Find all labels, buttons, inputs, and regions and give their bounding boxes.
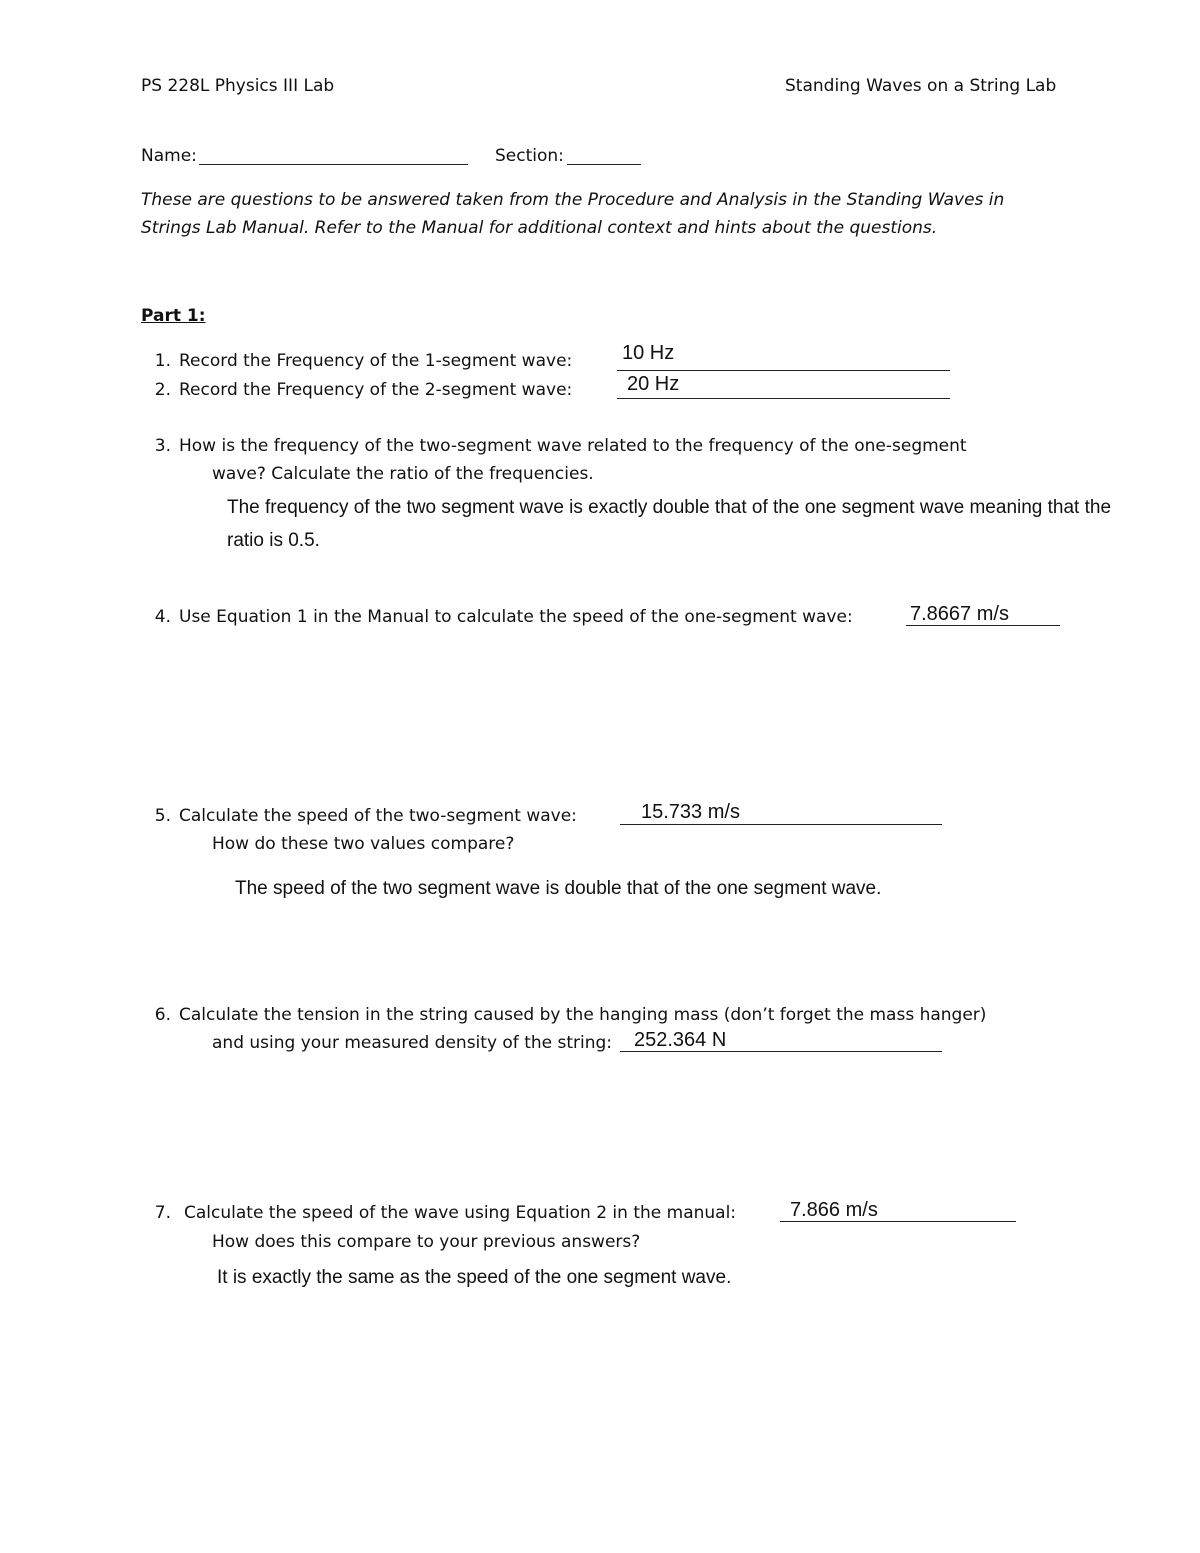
- answer-7: 7.866 m/s: [790, 1199, 878, 1221]
- question-1: [141, 350, 572, 372]
- answer-5-comparison: The speed of the two segment wave is double that of the one segment wave.: [235, 878, 882, 899]
- answer-line-2[interactable]: [617, 398, 950, 399]
- question-3-line-2: wave? Calculate the ratio of the frequencies.: [212, 464, 594, 484]
- question-text: Record the Frequency of the 1-segment wave:: [179, 351, 573, 371]
- question-number: 3.: [154, 436, 171, 456]
- answer-line-1[interactable]: [617, 370, 950, 371]
- answer-5: 15.733 m/s: [641, 801, 740, 823]
- answer-3-line-2: ratio is 0.5.: [227, 530, 320, 551]
- question-number: 4.: [154, 607, 171, 627]
- answer-6: 252.364 N: [634, 1029, 727, 1051]
- question-5-line-2: How do these two values compare?: [212, 834, 515, 854]
- answer-2: 20 Hz: [627, 373, 680, 395]
- question-text: Use Equation 1 in the Manual to calculate the speed of the one-segment wave:: [179, 607, 853, 627]
- question-6: [141, 1004, 986, 1026]
- section-label: Section:: [495, 146, 564, 166]
- part-1-heading: Part 1:: [141, 306, 206, 326]
- name-label: Name:: [141, 146, 197, 166]
- header-lab-title: Standing Waves on a String Lab: [785, 76, 1057, 96]
- question-text: Calculate the tension in the string caused by the hanging mass (don’t forget the mass hanger): [179, 1005, 987, 1025]
- question-number: 6.: [154, 1005, 171, 1025]
- question-number: 2.: [154, 380, 171, 400]
- intro-line-1: These are questions to be answered taken from the Procedure and Analysis in the Standing Waves in: [141, 190, 1005, 210]
- question-text: Calculate the speed of the wave using Equation 2 in the manual:: [184, 1203, 737, 1223]
- answer-4: 7.8667 m/s: [910, 603, 1009, 625]
- question-4: [141, 606, 853, 628]
- answer-7-comparison: It is exactly the same as the speed of the one segment wave.: [217, 1267, 732, 1288]
- question-text: Calculate the speed of the two-segment wave:: [179, 806, 577, 826]
- question-6-line-2: and using your measured density of the string:: [212, 1033, 613, 1053]
- intro-line-2: Strings Lab Manual. Refer to the Manual for additional context and hints about the questions.: [141, 218, 938, 238]
- answer-line-5[interactable]: [620, 824, 942, 825]
- header-course: PS 228L Physics III Lab: [141, 76, 335, 96]
- answer-1: 10 Hz: [622, 342, 675, 364]
- question-number: 7.: [154, 1203, 171, 1223]
- question-7-line-2: How does this compare to your previous answers?: [212, 1232, 641, 1252]
- question-3: [141, 435, 967, 457]
- question-number: 5.: [154, 806, 171, 826]
- name-field[interactable]: [199, 164, 468, 165]
- question-5: [141, 805, 577, 827]
- question-number: 1.: [154, 351, 171, 371]
- question-text: How is the frequency of the two-segment wave related to the frequency of the one-segment: [179, 436, 967, 456]
- question-2: [141, 379, 572, 401]
- question-text: Record the Frequency of the 2-segment wave:: [179, 380, 573, 400]
- answer-3-line-1: The frequency of the two segment wave is exactly double that of the one segment wave meaning that the: [227, 497, 1112, 518]
- section-field[interactable]: [567, 164, 641, 165]
- question-7: [141, 1202, 736, 1224]
